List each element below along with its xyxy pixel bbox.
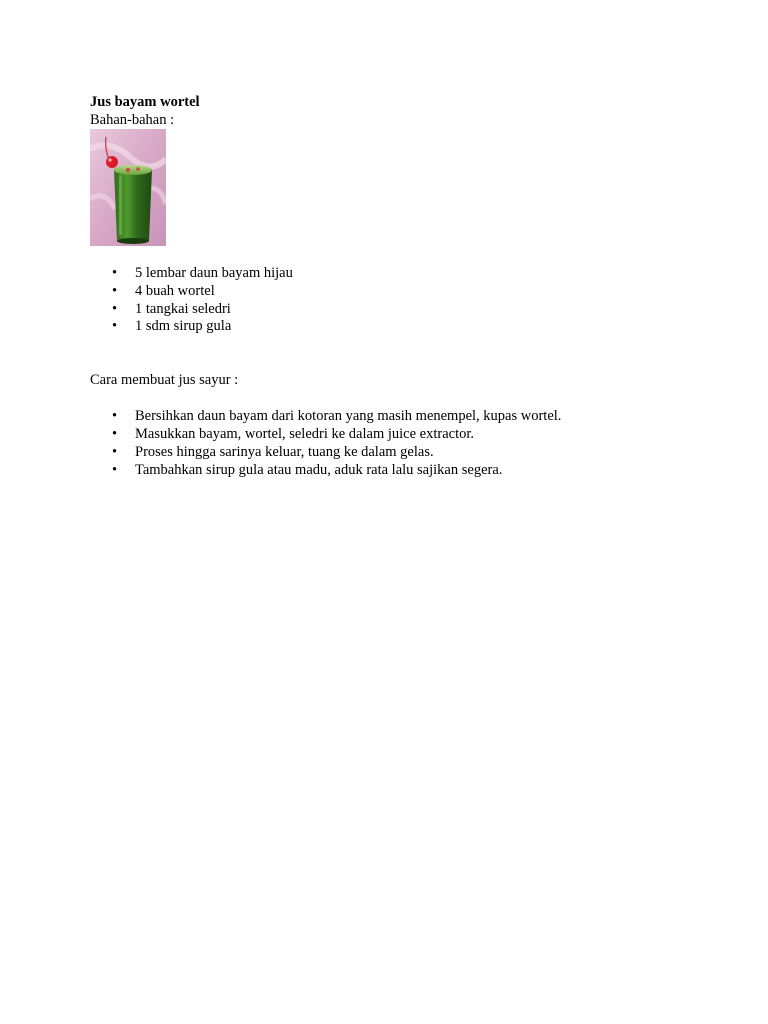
ingredients-list xyxy=(90,264,690,335)
ingredients-heading: Bahan-bahan : xyxy=(90,112,175,128)
list-item: • 4 buah wortel xyxy=(90,282,690,300)
document-page xyxy=(90,93,690,478)
recipe-title: Jus bayam wortel xyxy=(90,94,200,110)
list-item: • Masukkan bayam, wortel, seledri ke dalam juice extractor. xyxy=(90,425,690,443)
list-item: • Tambahkan sirup gula atau madu, aduk rata lalu sajikan segera. xyxy=(90,461,690,479)
list-item: • 1 tangkai seledri xyxy=(90,300,690,318)
list-item: • 5 lembar daun bayam hijau xyxy=(90,264,690,282)
list-item: • 1 sdm sirup gula xyxy=(90,317,690,335)
list-item: • Proses hingga sarinya keluar, tuang ke dalam gelas. xyxy=(90,443,690,461)
green-juice-glass-photo xyxy=(90,129,166,246)
steps-list xyxy=(90,407,690,478)
method-heading: Cara membuat jus sayur : xyxy=(90,372,239,389)
list-item: • Bersihkan daun bayam dari kotoran yang masih menempel, kupas wortel. xyxy=(90,407,690,425)
